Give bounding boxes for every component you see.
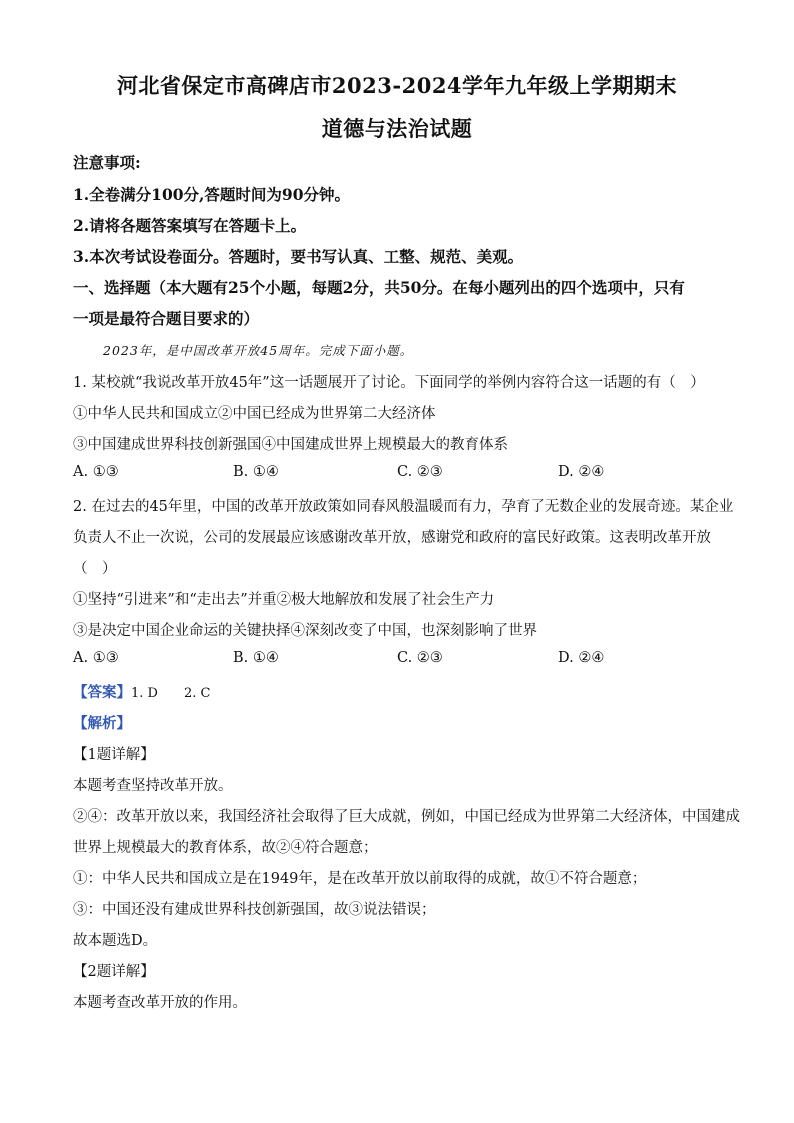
question-1-statements: ①中华人民共和国成立②中国已经成为世界第二大经济体 bbox=[73, 406, 436, 422]
q2-option-c: C. ②③ bbox=[397, 650, 443, 666]
note-item: 1.全卷满分100分,答题时间为90分钟。 bbox=[73, 185, 351, 204]
section-heading-cont: 一项是最符合题目要求的） bbox=[73, 309, 260, 328]
section-heading: 一、选择题（本大题有25个小题，每题2分，共50分。在每小题列出的四个选项中，只有 bbox=[73, 278, 685, 297]
question-2-statements: ③是决定中国企业命运的关键抉择④深刻改变了中国，也深刻影响了世界 bbox=[73, 623, 537, 639]
answer-label: 【答案】 bbox=[73, 684, 131, 701]
question-2-stem: （ ） bbox=[73, 561, 117, 577]
question-1-statements: ③中国建成世界科技创新强国④中国建成世界上规模最大的教育体系 bbox=[73, 437, 508, 453]
note-item: 3.本次考试设卷面分。答题时，要书写认真、工整、规范、美观。 bbox=[73, 247, 524, 266]
detail-2-line: 本题考查改革开放的作用。 bbox=[73, 995, 247, 1011]
q2-option-d: D. ②④ bbox=[558, 650, 605, 666]
detail-1-line: 世界上规模最大的教育体系，故②④符合题意； bbox=[73, 840, 378, 856]
question-2-statements: ①坚持“引进来”和“走出去”并重②极大地解放和发展了社会生产力 bbox=[73, 592, 495, 608]
detail-1-line: ③：中国还没有建成世界科技创新强国，故③说法错误； bbox=[73, 902, 436, 918]
question-group-intro: 2023年，是中国改革开放45周年。完成下面小题。 bbox=[103, 343, 414, 358]
notes-heading: 注意事项: bbox=[73, 153, 141, 172]
note-item: 2.请将各题答案填写在答题卡上。 bbox=[73, 216, 307, 235]
q1-option-c: C. ②③ bbox=[397, 464, 443, 480]
detail-1-line: 本题考查坚持改革开放。 bbox=[73, 778, 233, 794]
detail-1-label: 【1题详解】 bbox=[73, 747, 155, 763]
detail-2-label: 【2题详解】 bbox=[73, 964, 155, 980]
question-2-stem: 2. 在过去的45年里，中国的改革开放政策如同春风般温暖而有力，孕育了无数企业的发展奇迹。某企业 bbox=[73, 499, 734, 515]
question-2-stem: 负责人不止一次说，公司的发展最应该感谢改革开放，感谢党和政府的富民好政策。这表明改革开放 bbox=[73, 530, 711, 546]
exam-title: 河北省保定市高碑店市2023-2024学年九年级上学期期末 bbox=[116, 73, 678, 98]
q1-option-d: D. ②④ bbox=[558, 464, 605, 480]
q2-option-a: A. ①③ bbox=[73, 650, 119, 666]
q1-option-b: B. ①④ bbox=[233, 464, 279, 480]
question-1-stem: 1. 某校就“我说改革开放45年”这一话题展开了讨论。下面同学的举例内容符合这一话题的有（ ） bbox=[73, 375, 705, 391]
detail-1-line: 故本题选D。 bbox=[73, 933, 158, 949]
answer-line bbox=[73, 681, 733, 702]
q1-option-a: A. ①③ bbox=[73, 464, 119, 480]
answer-2: 2. C bbox=[183, 686, 211, 701]
answer-1: 1. D bbox=[131, 686, 158, 701]
detail-1-line: ②④：改革开放以来，我国经济社会取得了巨大成就，例如，中国已经成为世界第二大经济体，中国建成 bbox=[73, 809, 740, 825]
analysis-label: 【解析】 bbox=[73, 715, 131, 732]
exam-subtitle: 道德与法治试题 bbox=[321, 116, 473, 141]
q2-option-b: B. ①④ bbox=[233, 650, 279, 666]
detail-1-line: ①：中华人民共和国成立是在1949年，是在改革开放以前取得的成就，故①不符合题意； bbox=[73, 871, 647, 887]
